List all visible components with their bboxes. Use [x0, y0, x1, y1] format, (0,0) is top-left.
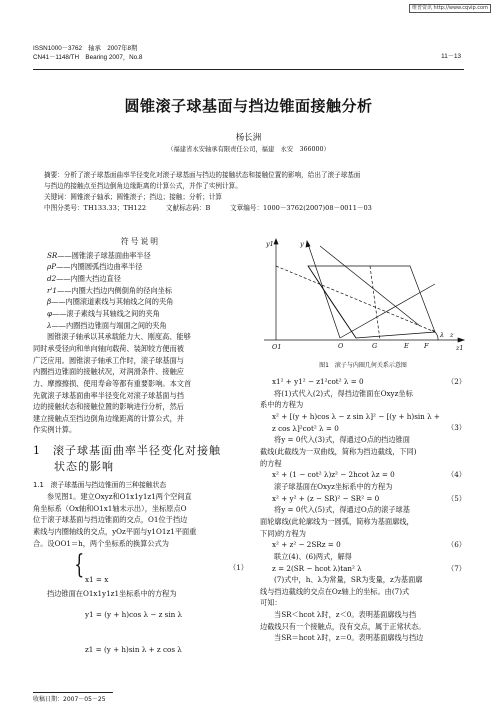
equation-5: x² + y² + (z − SR)² − SR² = 0 （5） — [272, 493, 466, 503]
equation-4: x² + (1 − cot² λ)z² − 2hcot λz = 0 （4） — [272, 470, 466, 480]
symbol-row: r'1——内圈大挡边内侧倒角的径向坐标 — [47, 285, 173, 295]
y1-arrow — [274, 239, 278, 244]
label-y: y — [300, 240, 304, 248]
abstract-line: 与挡边的接触点至挡边倒角边缘距离的计算公式，并作了实例计算。 — [44, 181, 242, 190]
equation-6: x² + z² − 2SRz = 0 （6） — [272, 540, 466, 550]
guide-line — [320, 246, 420, 326]
header-rule — [33, 69, 464, 70]
geometry-diagram — [260, 234, 466, 354]
label-o: O — [338, 342, 344, 350]
figure-1 — [260, 234, 466, 354]
base-arc — [308, 266, 356, 338]
equation-7: z = 2(SR − hcot λ)tan² λ （7） — [272, 563, 466, 573]
figure-caption: 图1 滚子与内圈几何关系示意图 — [319, 362, 407, 369]
symbol-row: d2——内圈大挡边直径 — [47, 273, 121, 283]
brace: { — [74, 550, 85, 581]
cn-line: CN41－1148/TH Bearing 2007，No.8 — [33, 54, 143, 62]
label-z1: z1 — [456, 344, 464, 352]
subsection-heading: 1.1 滚子球基面与挡边锥面的三种接触状态 — [33, 481, 167, 489]
guide-line — [370, 266, 380, 340]
page-range: 11－13 — [441, 53, 461, 60]
label-lambda: λ — [440, 331, 445, 339]
paragraph: 当SR＜hcot λ时，z＜0。表明基面廓线与挡 边截线只有一个接触点，没有交点，属于正常状态。 当SR＝hcot λ时，z＝0。表明基面廓线与挡边 — [260, 610, 426, 643]
symbol-row: φ——滚子素线与其轴线之间的夹角 — [47, 308, 160, 318]
keywords: 关键词：圆锥滚子轴承；圆锥滚子；挡边；接触；分析；计算 — [44, 192, 223, 201]
symbols-heading: 符号说明 — [120, 237, 161, 246]
label-g: G — [372, 342, 378, 350]
equation-3: x² + [(y + h)cos λ − z sin λ]² − [(y + h)sin λ + z cos λ]²cot² λ = 0 （3） — [272, 411, 466, 433]
symbols-list — [33, 250, 248, 332]
paragraph: 滚子球基面在Oxyz坐标系中的方程为 — [274, 481, 393, 491]
eq-number: （1） — [229, 563, 248, 573]
section-heading: 1 滚子球基面曲率半径变化对接触 状态的影响 — [33, 444, 221, 474]
issn-line: ISSN1000－3762 轴承 2007年8期 — [33, 45, 138, 52]
guide-line — [340, 284, 435, 338]
footnote-rule — [33, 692, 113, 693]
affiliation: （福建省永安轴承有限责任公司，福建 永安 366000） — [167, 146, 330, 153]
paper-title: 圆锥滚子球基面与挡边锥面接触分析 — [124, 97, 373, 115]
label-o1: O1 — [272, 343, 282, 351]
symbol-row: ρP——内圈圆弧挡边曲率半径 — [47, 262, 143, 272]
paragraph: 将y = 0代入(5)式，得通过O点的滚子球基 面轮廓线(此轮廓线为一圆弧，简称为基面廓线， 下同)的方程为 — [260, 505, 414, 538]
left-column — [33, 236, 248, 654]
label-f: F — [424, 342, 429, 350]
watermark: 维普资讯 http://www.cqvip.com — [409, 4, 491, 13]
symbol-row: SR——圆锥滚子球基面曲率半径 — [47, 250, 151, 260]
y-arrow — [306, 241, 310, 247]
subsection-body: 参见图1。建立Oxyz和O1x1y1z1两个空间直 角坐标系（Ox轴和O1x1轴未示出），坐标原点O 位于滚子球基面与挡边锥面的交点，O1位于挡边 素线与内圈轴线的交点，yOz平面与y1O1z1平面重 合。设OO1＝h，两个坐标系的换算公式为 — [33, 492, 197, 548]
equation-2: x1² + y1² − z1²cot² λ = 0 （2） — [272, 377, 466, 386]
abstract-line: 摘要：分析了滚子球基面曲率半径变化对滚子球基面与挡边的接触状态和接触位置的影响，给出了滚子球基面 — [44, 171, 361, 179]
symbol-row: β——内圈滚道素线与其轴线之间的夹角 — [47, 297, 174, 307]
body-text: 挡边锥面在O1x1y1z1坐标系中的方程为 — [47, 589, 177, 599]
intro-paragraph: 圆锥滚子轴承以其承载能力大、刚度高、能够 同时承受径向和单向轴向载荷、装卸较方便而被 广泛应用。圆锥滚子轴承工作时，滚子球基面与 内圈挡边锥面的接触状况，对润滑条件、接触应 力、摩擦擦损、使用寿命等都有重要影响。本文首 先就滚子球基面曲率半径变化对滚子球基面与挡 边的接触状态和接触位置的影响进行分析，然后 建立接触点至挡边倒角边缘距离的计算公式，并 作实例计算。 — [33, 332, 192, 435]
z-arrow — [458, 338, 464, 342]
paragraph: 将y = 0代入(3)式，得通过O点的挡边锥面 截线(此截线为一双曲线，简称为挡边截线，下同) 的方程 — [260, 435, 417, 468]
right-column — [260, 376, 466, 644]
author: 杨长洲 — [235, 133, 262, 143]
paragraph: 将(1)式代入(2)式，得挡边锥面在Oxyz坐标 系中的方程为 — [260, 388, 413, 410]
equation-1: { x1 = x y1 = (y + h)cos λ − z sin λ z1 = (y + h)sin λ + z cos λ （1） — [74, 550, 248, 654]
abstract — [44, 170, 453, 214]
classification: 中图分类号：TH133.33；TH122 文献标志码：B 文章编号：1000－3762(2007)08－0011－03 — [44, 203, 372, 212]
label-y1: y1 — [266, 240, 274, 248]
received-date: 收稿日期：2007－05－25 — [33, 696, 106, 703]
journal-header — [33, 44, 142, 63]
symbol-row: λ——内圈挡边锥面与端面之间的夹角 — [47, 320, 167, 330]
paragraph: (7)式中，h、λ为常量，SR为变量，z为基面廓 线与挡边截线的交点在Oz轴上的坐标。由(7)式 可知： — [260, 575, 423, 608]
label-e: E — [404, 342, 409, 350]
paragraph: 联立(4)、(6)两式，解得 — [274, 551, 352, 561]
label-z: z — [450, 331, 454, 339]
guide-line — [276, 266, 435, 332]
